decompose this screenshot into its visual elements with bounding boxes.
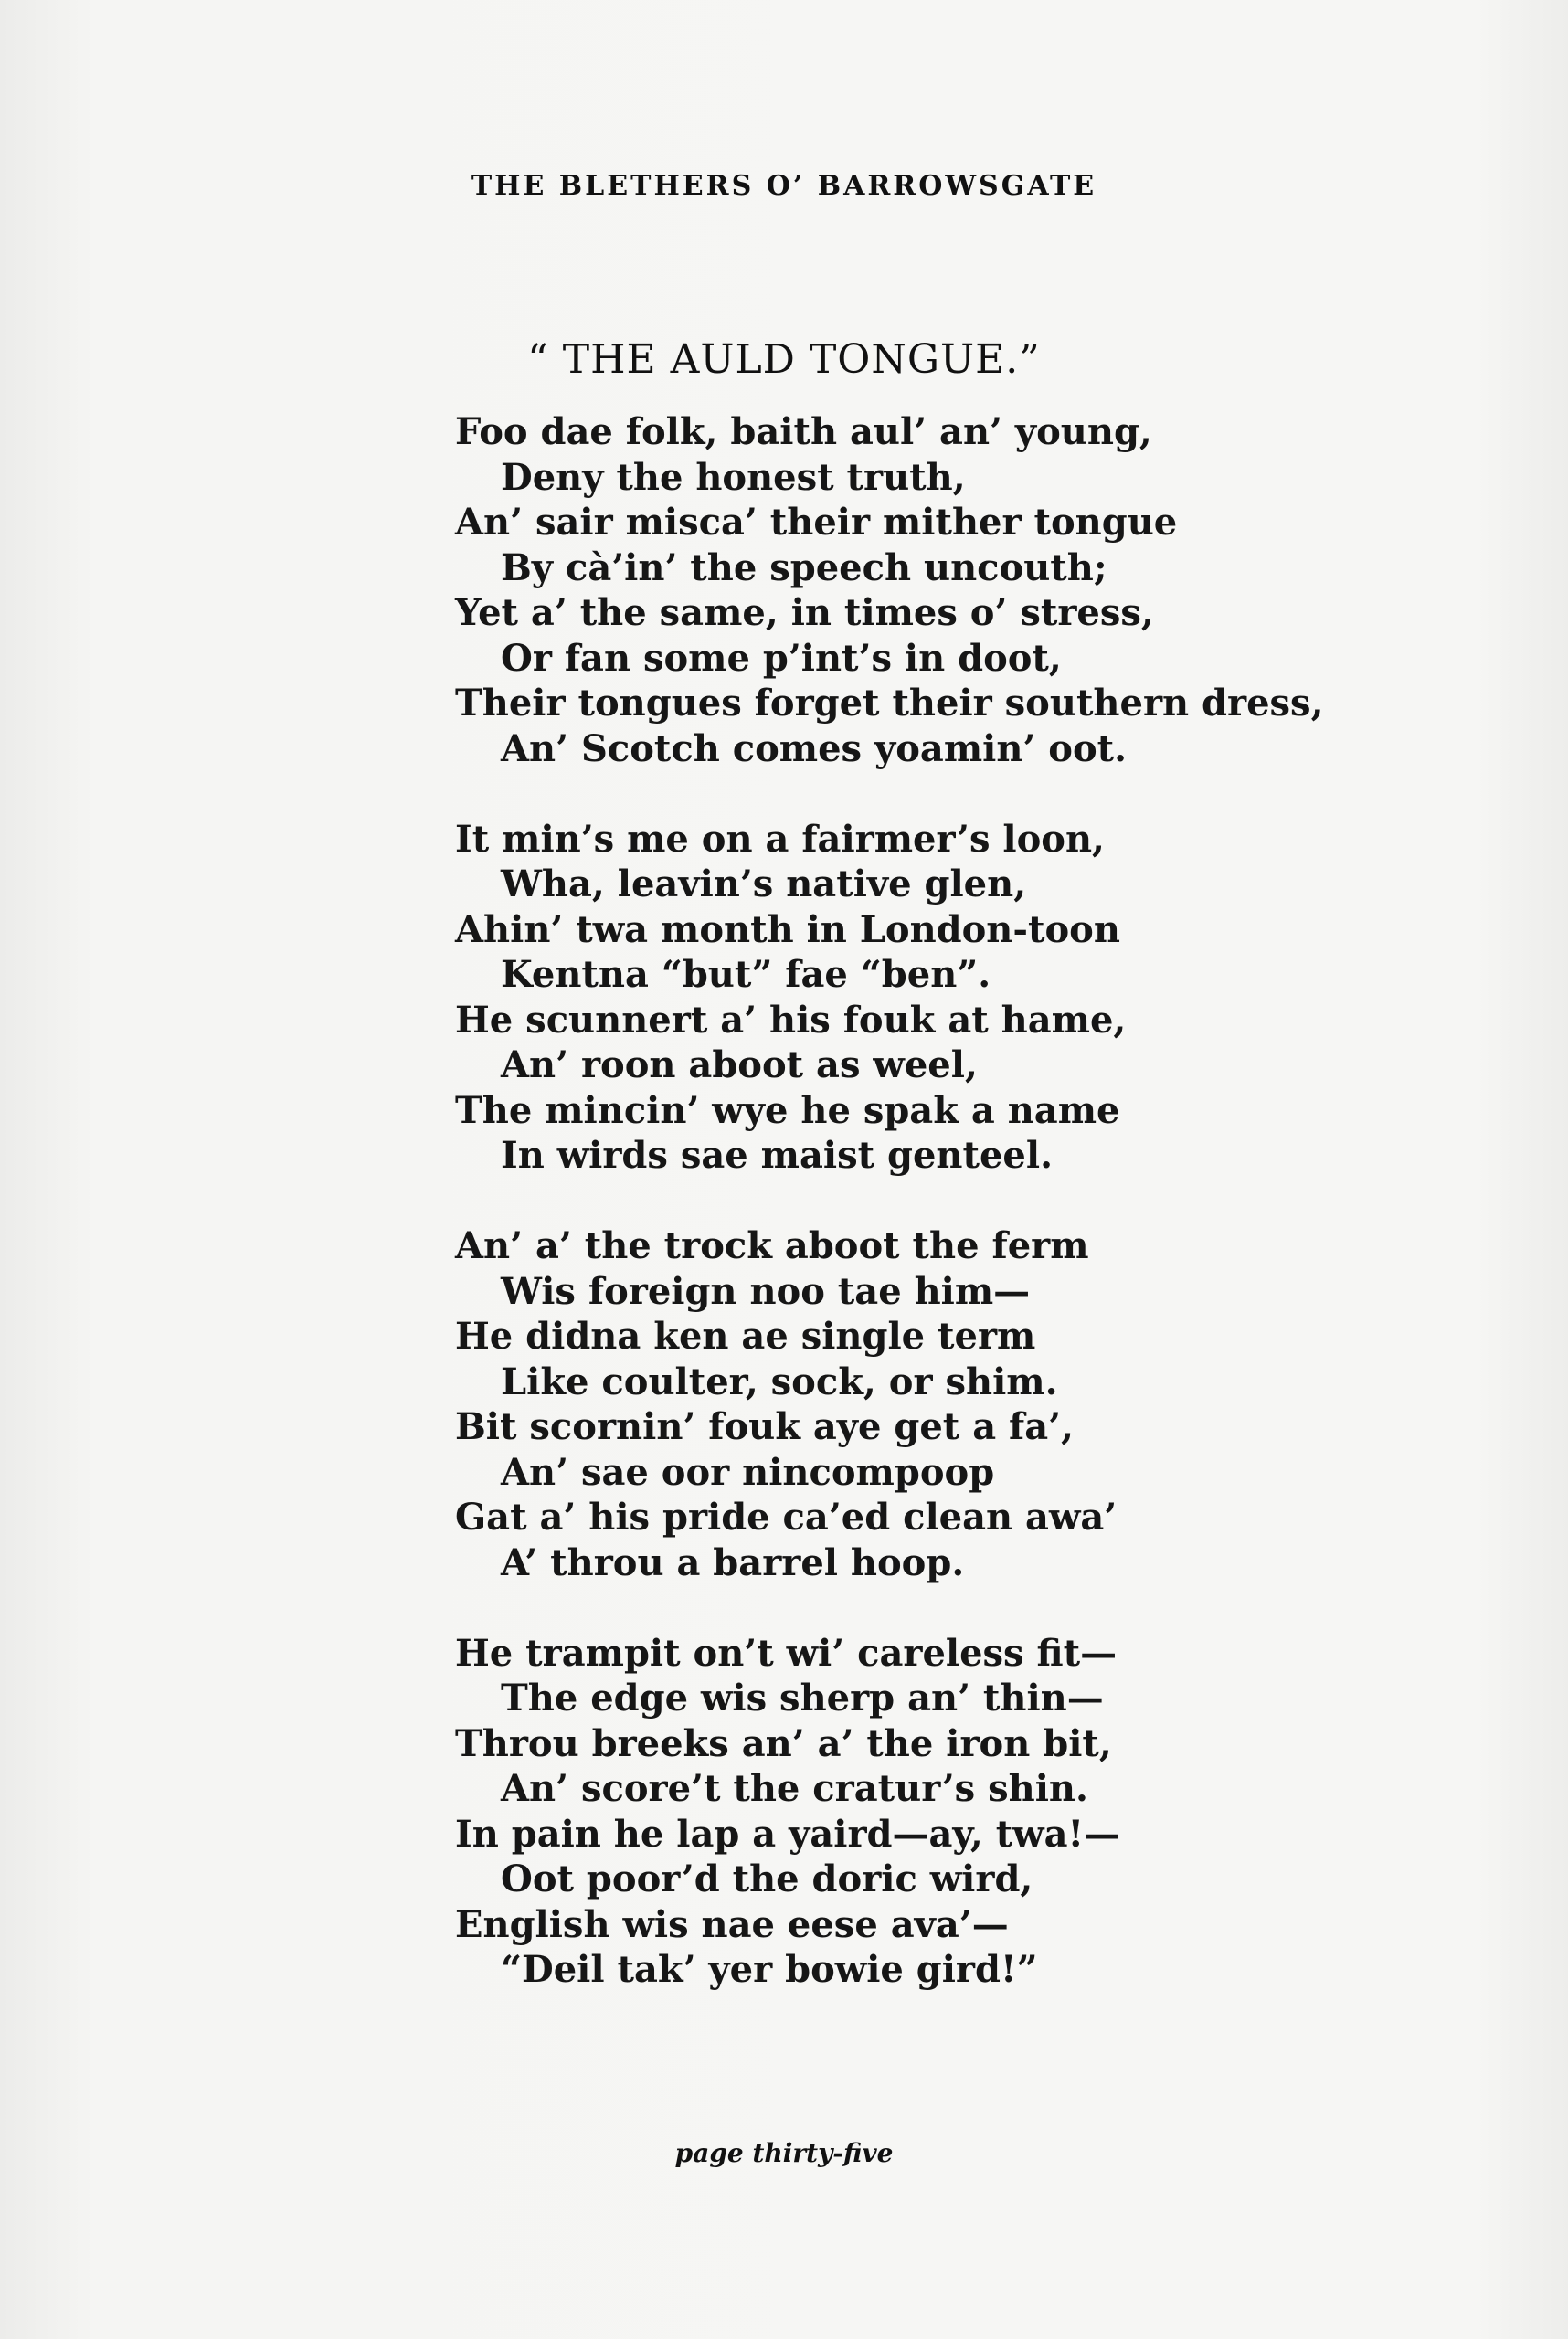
poem-line: He scunnert a’ his fouk at hame, [455,998,1127,1042]
poem-line: English wis nae eese ava’— [455,1902,1009,1946]
poem-line: Wis foreign noo tae him— [501,1269,1031,1313]
poem-line: Like coulter, sock, or shim. [501,1360,1058,1403]
poem-line: Wha, leavin’s native glen, [501,863,1027,905]
poem-line: A’ throu a barrel hoop. [501,1540,965,1584]
poem-line: Foo dae folk, baith aul’ an’ young, [455,410,1152,453]
poem-line: It min’s me on a fairmer’s loon, [455,817,1105,861]
poem-line: Or fan some p’int’s in doot, [501,636,1062,680]
poem-line: An’ roon aboot as weel, [501,1043,978,1086]
poem-line: An’ Scotch comes yoamin’ oot. [501,726,1128,770]
poem-line: Throu breeks an’ a’ the iron bit, [455,1721,1112,1765]
poem-line: An’ sair misca’ their mither tongue [455,501,1178,544]
poem-line: Deny the honest truth, [501,455,966,499]
poem-line: Their tongues forget their southern dress, [455,682,1324,725]
poem-line: Bit scornin’ fouk aye get a fa’, [455,1405,1075,1448]
poem-line: He trampit on’t wi’ careless fit— [455,1631,1118,1675]
poem-line: Oot poor’d the doric wird, [501,1857,1033,1900]
poem-line: Ahin’ twa month in London-toon [455,907,1120,951]
poem-line: Gat a’ his pride ca’ed clean awa’ [455,1496,1118,1539]
poem-line: An’ a’ the trock aboot the ferm [455,1224,1089,1267]
stanza-3 [455,1223,1515,1585]
poem-line: “Deil tak’ yer bowie gird!” [501,1948,1038,1991]
poem-line: By cà’in’ the speech uncouth; [501,545,1107,589]
poem-line: In wirds sae maist genteel. [501,1134,1054,1177]
poem-line: Kentna “but” fae “ben”. [501,953,991,996]
stanza-break [455,1179,1515,1224]
page-number: page thirty-five [674,2138,894,2168]
poem-line: Yet a’ the same, in times o’ stress, [455,591,1154,634]
poem-line: He didna ken ae single term [455,1315,1036,1358]
poem-line: An’ sae oor nincompoop [501,1450,995,1494]
poem-line: The mincin’ wye he spak a name [455,1088,1120,1132]
stanza-break [455,771,1515,817]
poem-title: “ THE AULD TONGUE.” [527,336,1041,383]
poem-body [455,409,1515,1993]
poem-line: An’ score’t the cratur’s shin. [501,1767,1088,1810]
running-head: THE BLETHERS O’ BARROWSGATE [471,170,1097,202]
stanza-1 [455,409,1515,771]
poem-line: In pain he lap a yaird—ay, twa!— [455,1812,1121,1856]
stanza-2 [455,817,1515,1179]
stanza-break [455,1585,1515,1631]
stanza-4 [455,1631,1515,1993]
poem-line: The edge wis sherp an’ thin— [501,1677,1104,1720]
